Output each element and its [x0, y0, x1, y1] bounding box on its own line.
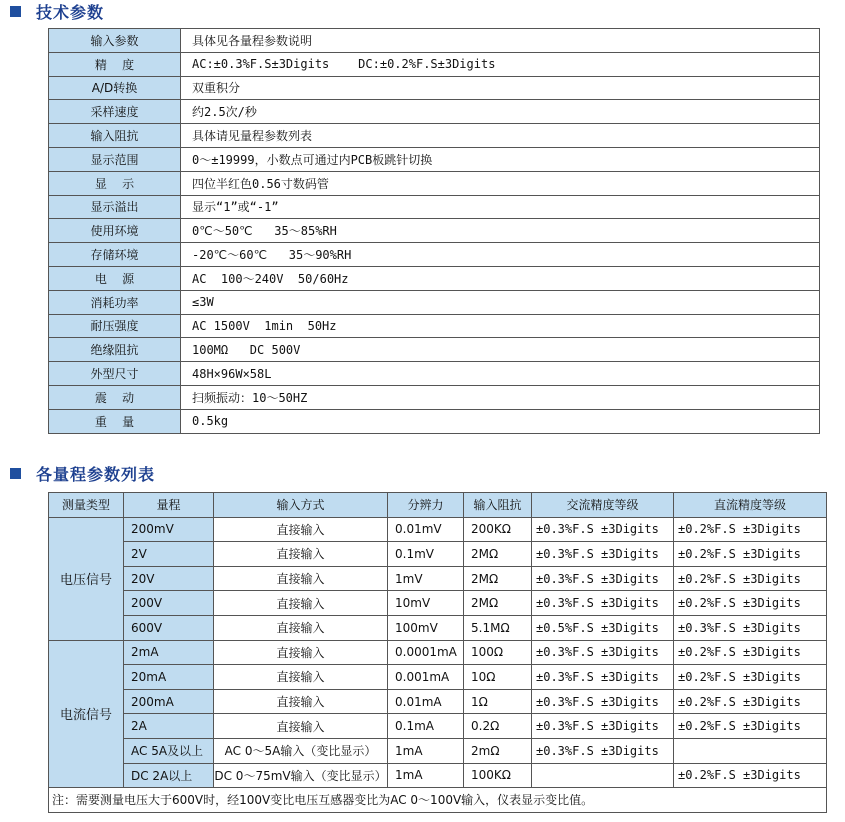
input-mode-cell: 直接输入 [214, 665, 388, 690]
spec-label: 输入阻抗 [49, 124, 181, 148]
table-row [49, 517, 827, 542]
square-bullet-icon [10, 6, 21, 17]
spec-value: 48H×96W×58L [181, 362, 820, 386]
dc-accuracy-cell: ±0.2%F.S ±3Digits [674, 640, 827, 665]
spec-row [49, 171, 820, 195]
range-cell: 600V [124, 615, 214, 640]
ac-accuracy-cell: ±0.3%F.S ±3Digits [532, 566, 674, 591]
range-table-header [49, 493, 827, 518]
table-row [49, 566, 827, 591]
spec-value: 0.5kg [181, 409, 820, 433]
table-row [49, 542, 827, 567]
resolution-cell: 0.001mA [388, 665, 464, 690]
table-row [49, 665, 827, 690]
footnote: 注：需要测量电压大于600V时，经100V变比电压互感器变比为AC 0～100V输入，仪表显示变比值。 [49, 788, 827, 813]
ac-accuracy-cell [532, 763, 674, 788]
dc-accuracy-cell: ±0.2%F.S ±3Digits [674, 591, 827, 616]
spec-row [49, 266, 820, 290]
spec-value: ≤3W [181, 290, 820, 314]
spec-row [49, 290, 820, 314]
spec-row [49, 243, 820, 267]
table-row [49, 640, 827, 665]
spec-label: 消耗功率 [49, 290, 181, 314]
range-cell: 20V [124, 566, 214, 591]
measure-type-cell: 电压信号 [49, 517, 124, 640]
range-table [48, 492, 827, 813]
input-mode-cell: 直接输入 [214, 689, 388, 714]
spec-value: 双重积分 [181, 76, 820, 100]
spec-label: 电 源 [49, 266, 181, 290]
spec-label: 震 动 [49, 385, 181, 409]
range-cell: 200mA [124, 689, 214, 714]
dc-accuracy-cell: ±0.2%F.S ±3Digits [674, 566, 827, 591]
range-cell: 2A [124, 714, 214, 739]
impedance-cell: 2mΩ [464, 738, 532, 763]
spec-row [49, 385, 820, 409]
input-mode-cell: 直接输入 [214, 714, 388, 739]
ac-accuracy-cell: ±0.5%F.S ±3Digits [532, 615, 674, 640]
range-cell: AC 5A及以上 [124, 738, 214, 763]
spec-value: 100MΩ DC 500V [181, 338, 820, 362]
input-mode-cell: DC 0～75mV输入（变比显示） [214, 763, 388, 788]
spec-value: 扫频振动：10～50HZ [181, 385, 820, 409]
spec-label: 输入参数 [49, 29, 181, 53]
table-row [49, 591, 827, 616]
resolution-cell: 1mA [388, 763, 464, 788]
resolution-cell: 0.01mA [388, 689, 464, 714]
section-title-text: 各量程参数列表 [36, 465, 156, 484]
resolution-cell: 0.1mA [388, 714, 464, 739]
spec-label: A/D转换 [49, 76, 181, 100]
range-cell: 2mA [124, 640, 214, 665]
spec-value: 四位半红色0.56寸数码管 [181, 171, 820, 195]
spec-value: 具体见各量程参数说明 [181, 29, 820, 53]
spec-label: 显示溢出 [49, 195, 181, 219]
header-type: 测量类型 [49, 493, 124, 518]
spec-table [48, 28, 820, 434]
note-row [49, 788, 827, 813]
input-mode-cell: 直接输入 [214, 615, 388, 640]
spec-value: 0℃～50℃ 35～85%RH [181, 219, 820, 243]
input-mode-cell: 直接输入 [214, 566, 388, 591]
impedance-cell: 1Ω [464, 689, 532, 714]
spec-row [49, 314, 820, 338]
spec-row [49, 195, 820, 219]
dc-accuracy-cell [674, 738, 827, 763]
section-title-ranges [10, 462, 155, 485]
spec-row [49, 147, 820, 171]
spec-row [49, 76, 820, 100]
table-row [49, 714, 827, 739]
spec-label: 绝缘阻抗 [49, 338, 181, 362]
resolution-cell: 100mV [388, 615, 464, 640]
spec-row [49, 338, 820, 362]
impedance-cell: 5.1MΩ [464, 615, 532, 640]
section-title-tech [10, 0, 104, 23]
table-row [49, 615, 827, 640]
impedance-cell: 2MΩ [464, 566, 532, 591]
input-mode-cell: 直接输入 [214, 517, 388, 542]
impedance-cell: 100KΩ [464, 763, 532, 788]
spec-row [49, 52, 820, 76]
spec-value: 具体请见量程参数列表 [181, 124, 820, 148]
input-mode-cell: AC 0～5A输入（变比显示） [214, 738, 388, 763]
dc-accuracy-cell: ±0.2%F.S ±3Digits [674, 542, 827, 567]
input-mode-cell: 直接输入 [214, 640, 388, 665]
square-bullet-icon [10, 468, 21, 479]
header-mode: 输入方式 [214, 493, 388, 518]
resolution-cell: 10mV [388, 591, 464, 616]
header-impedance: 输入阻抗 [464, 493, 532, 518]
table-row [49, 738, 827, 763]
spec-label: 外型尺寸 [49, 362, 181, 386]
impedance-cell: 10Ω [464, 665, 532, 690]
ac-accuracy-cell: ±0.3%F.S ±3Digits [532, 591, 674, 616]
spec-value: 约2.5次/秒 [181, 100, 820, 124]
ac-accuracy-cell: ±0.3%F.S ±3Digits [532, 665, 674, 690]
impedance-cell: 2MΩ [464, 591, 532, 616]
dc-accuracy-cell: ±0.2%F.S ±3Digits [674, 517, 827, 542]
ac-accuracy-cell: ±0.3%F.S ±3Digits [532, 517, 674, 542]
measure-type-cell: 电流信号 [49, 640, 124, 788]
table-row [49, 689, 827, 714]
ac-accuracy-cell: ±0.3%F.S ±3Digits [532, 689, 674, 714]
impedance-cell: 0.2Ω [464, 714, 532, 739]
spec-row [49, 124, 820, 148]
spec-row [49, 100, 820, 124]
spec-value: AC 1500V 1min 50Hz [181, 314, 820, 338]
spec-value: 显示“1”或“-1” [181, 195, 820, 219]
header-range: 量程 [124, 493, 214, 518]
resolution-cell: 0.01mV [388, 517, 464, 542]
dc-accuracy-cell: ±0.2%F.S ±3Digits [674, 763, 827, 788]
spec-label: 显 示 [49, 171, 181, 195]
ac-accuracy-cell: ±0.3%F.S ±3Digits [532, 714, 674, 739]
ac-accuracy-cell: ±0.3%F.S ±3Digits [532, 640, 674, 665]
resolution-cell: 1mA [388, 738, 464, 763]
spec-row [49, 409, 820, 433]
spec-label: 使用环境 [49, 219, 181, 243]
range-cell: 20mA [124, 665, 214, 690]
spec-label: 采样速度 [49, 100, 181, 124]
spec-value: AC:±0.3%F.S±3Digits DC:±0.2%F.S±3Digits [181, 52, 820, 76]
resolution-cell: 1mV [388, 566, 464, 591]
ac-accuracy-cell: ±0.3%F.S ±3Digits [532, 738, 674, 763]
spec-label: 重 量 [49, 409, 181, 433]
spec-label: 存储环境 [49, 243, 181, 267]
range-cell: 200V [124, 591, 214, 616]
range-cell: DC 2A以上 [124, 763, 214, 788]
range-cell: 2V [124, 542, 214, 567]
impedance-cell: 2MΩ [464, 542, 532, 567]
dc-accuracy-cell: ±0.3%F.S ±3Digits [674, 615, 827, 640]
ac-accuracy-cell: ±0.3%F.S ±3Digits [532, 542, 674, 567]
spec-label: 耐压强度 [49, 314, 181, 338]
header-resolution: 分辨力 [388, 493, 464, 518]
spec-value: AC 100～240V 50/60Hz [181, 266, 820, 290]
impedance-cell: 100Ω [464, 640, 532, 665]
resolution-cell: 0.1mV [388, 542, 464, 567]
spec-row [49, 362, 820, 386]
spec-value: -20℃～60℃ 35～90%RH [181, 243, 820, 267]
header-ac-accuracy: 交流精度等级 [532, 493, 674, 518]
dc-accuracy-cell: ±0.2%F.S ±3Digits [674, 665, 827, 690]
header-dc-accuracy: 直流精度等级 [674, 493, 827, 518]
dc-accuracy-cell: ±0.2%F.S ±3Digits [674, 689, 827, 714]
impedance-cell: 200KΩ [464, 517, 532, 542]
range-cell: 200mV [124, 517, 214, 542]
resolution-cell: 0.0001mA [388, 640, 464, 665]
dc-accuracy-cell: ±0.2%F.S ±3Digits [674, 714, 827, 739]
spec-label: 显示范围 [49, 147, 181, 171]
input-mode-cell: 直接输入 [214, 591, 388, 616]
spec-row [49, 219, 820, 243]
table-row [49, 763, 827, 788]
spec-row [49, 29, 820, 53]
input-mode-cell: 直接输入 [214, 542, 388, 567]
spec-value: 0～±19999，小数点可通过内PCB板跳针切换 [181, 147, 820, 171]
section-title-text: 技术参数 [36, 3, 105, 22]
spec-label: 精 度 [49, 52, 181, 76]
